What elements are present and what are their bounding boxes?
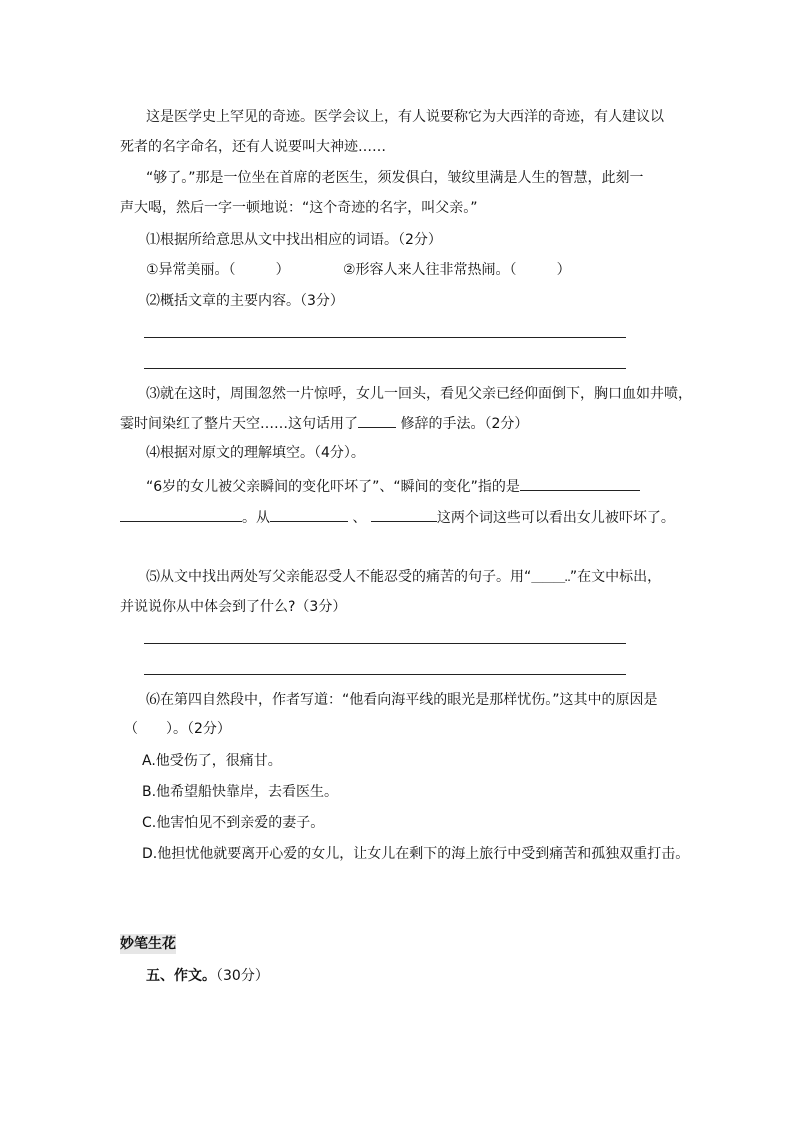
question-6-line: ⑹在第四自然段中，作者写道：“他看向海平线的眼光是那样忧伤。”这其中的原因是 <box>146 692 658 708</box>
question-4-text: 、 <box>352 510 367 526</box>
question-3-line <box>120 413 528 434</box>
answer-blank[interactable] <box>358 413 396 428</box>
answer-line[interactable] <box>144 643 626 644</box>
question-4-prompt: ⑷根据对原文的理解填空。（4分）。 <box>146 445 365 461</box>
question-4-text: “6岁的女儿被父亲瞬间的变化吓坏了”、“瞬间的变化”指的是 <box>146 479 520 495</box>
composition-score: （30分） <box>216 968 269 984</box>
option-c[interactable]: C.他害怕见不到亲爱的妻子。 <box>142 815 325 831</box>
question-4-line <box>146 476 640 497</box>
question-1-a-close: ） <box>275 262 290 278</box>
question-5-line: 并说说你从中体会到了什么?（3分） <box>120 599 347 615</box>
passage-line: “够了。”那是一位坐在首席的老医生，须发俱白，皱纹里满是人生的智慧，此刻一 <box>146 170 644 186</box>
question-1-item-b <box>343 260 571 280</box>
question-3-text-a: 霎时间染红了整片天空……这句话用了 <box>120 416 358 432</box>
passage-line: 这是医学史上罕见的奇迹。医学会议上，有人说要称它为大西洋的奇迹，有人建议以 <box>146 109 664 125</box>
option-d[interactable]: D.他担忧他就要离开心爱的女儿，让女儿在剩下的海上旅行中受到痛苦和孤独双重打击。 <box>142 846 690 862</box>
answer-blank[interactable] <box>520 476 640 491</box>
answer-line[interactable] <box>144 368 626 369</box>
question-5-text: ⑸从文中找出两处写父亲能忍受人不能忍受的痛苦的句子。用“ <box>146 569 532 585</box>
question-1-b-label: ②形容人来人往非常热闹。（ <box>343 262 517 278</box>
passage-line: 声大喝，然后一字一顿地说：“这个奇迹的名字，叫父亲。” <box>120 200 478 216</box>
question-1-a-label: ①异常美丽。（ <box>146 262 236 278</box>
question-4-text: 。从 <box>242 510 270 526</box>
section-title: 妙笔生花 <box>120 936 176 952</box>
passage-line: 死者的名字命名，还有人说要叫大神迹…… <box>120 139 386 155</box>
answer-blank[interactable] <box>371 507 437 522</box>
composition-heading <box>146 966 269 986</box>
question-4-line <box>120 507 675 528</box>
question-5-text: ”在文中标出， <box>569 569 662 585</box>
question-3-text-b: 修辞的手法。（2分） <box>400 416 529 432</box>
underline-mark: ＿＿＿.. <box>531 570 570 584</box>
option-b[interactable]: B.他希望船快靠岸，去看医生。 <box>142 784 339 800</box>
question-6-line: （ ）。（2分） <box>124 721 231 737</box>
question-3-line: ⑶就在这时，周围忽然一片惊呼，女儿一回头，看见父亲已经仰面倒下，胸口血如井喷， <box>146 386 692 402</box>
question-1-item-a <box>146 260 290 280</box>
question-4-text: 这两个词这些可以看出女儿被吓坏了。 <box>436 510 675 526</box>
composition-label: 五、作文。 <box>146 968 216 984</box>
answer-blank[interactable] <box>120 507 242 522</box>
question-5-line <box>146 567 661 587</box>
question-1-b-close: ） <box>556 262 571 278</box>
question-2-prompt: ⑵概括文章的主要内容。（3分） <box>146 293 344 309</box>
answer-blank[interactable] <box>270 507 348 522</box>
question-1-prompt: ⑴根据所给意思从文中找出相应的词语。（2分） <box>146 232 442 248</box>
option-a[interactable]: A.他受伤了，很痛甘。 <box>142 753 282 769</box>
answer-line[interactable] <box>144 337 626 338</box>
answer-line[interactable] <box>144 674 626 675</box>
